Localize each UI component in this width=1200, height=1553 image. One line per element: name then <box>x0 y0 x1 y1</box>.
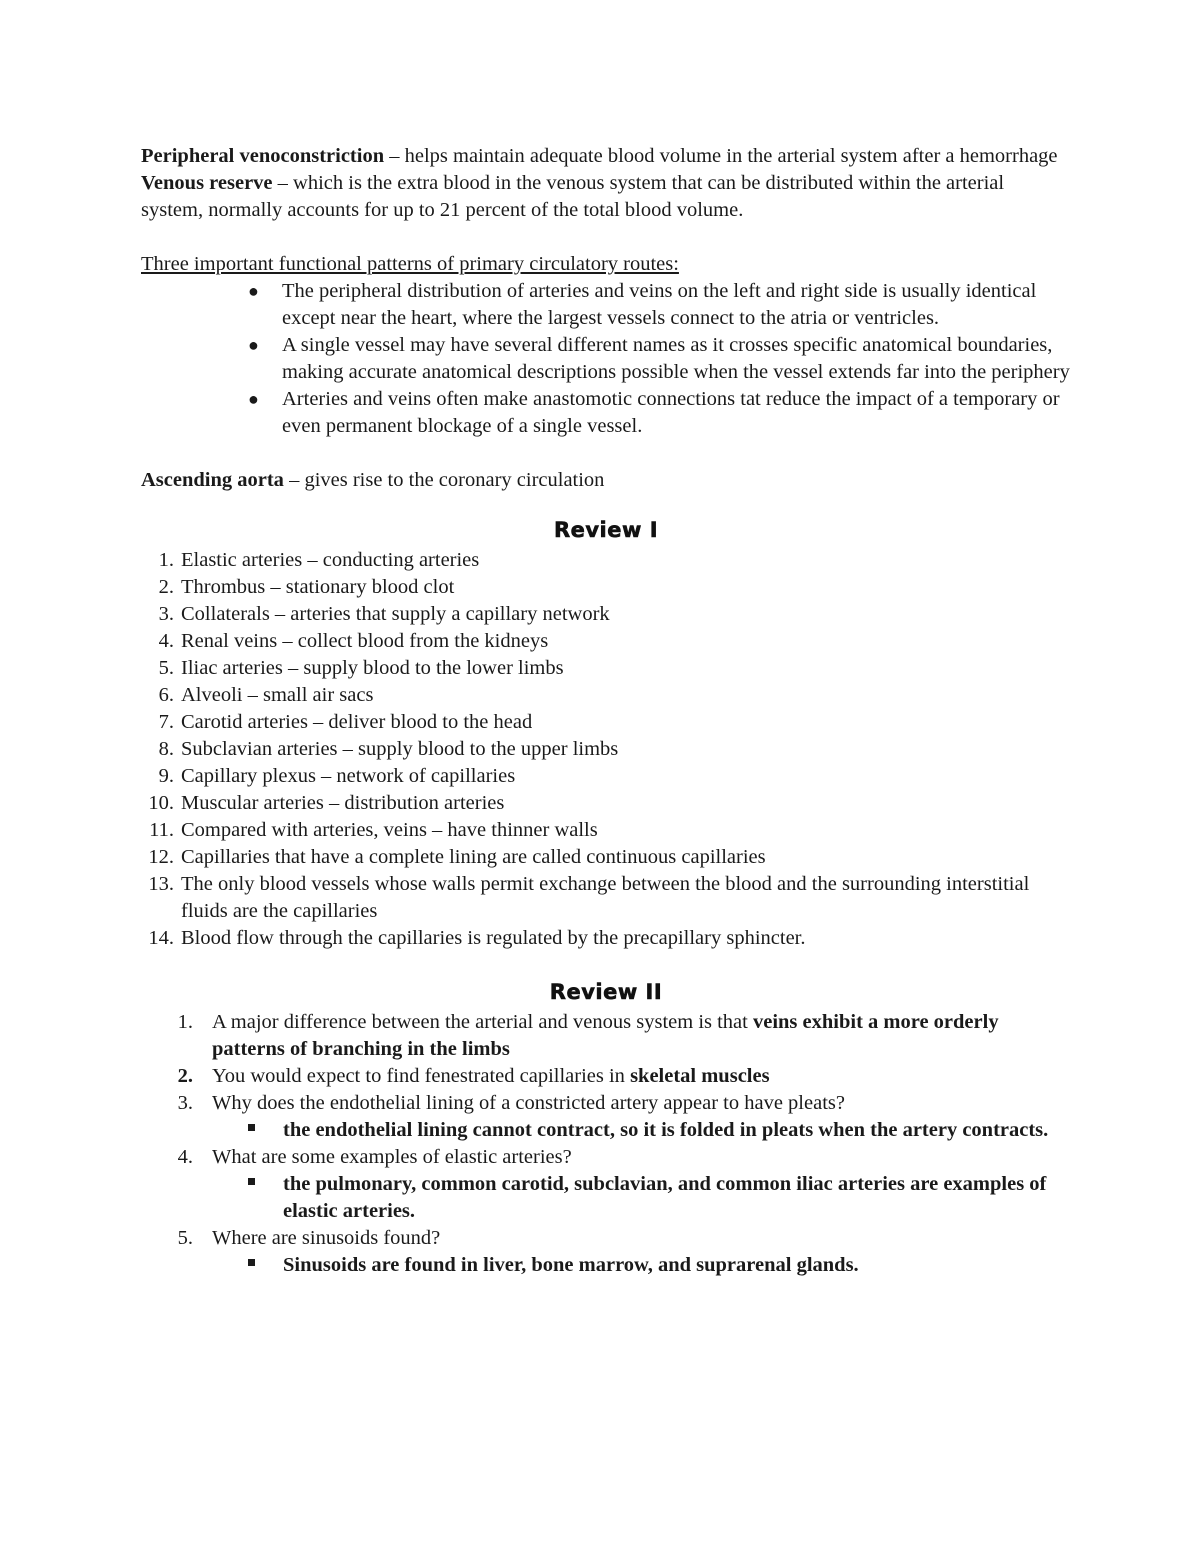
definition-peripheral-venoconstriction <box>141 143 1071 170</box>
answer-list <box>212 1171 1071 1225</box>
definition-text: – helps maintain adequate blood volume in the arterial system after a hemorrhage <box>384 145 1058 167</box>
definition-venous-reserve <box>141 170 1071 224</box>
review-ii-title: Review II <box>549 980 663 1004</box>
spacer <box>141 224 1071 251</box>
list-item: 11. Compared with arteries, veins – have thinner walls <box>149 819 598 841</box>
square-bullet-icon <box>248 1124 255 1131</box>
review-i-title: Review I <box>553 518 659 542</box>
list-item: 6. Alveoli – small air sacs <box>158 684 374 706</box>
list-item: 8. Subclavian arteries – supply blood to the upper limbs <box>158 738 619 760</box>
term: Ascending aorta <box>141 469 284 491</box>
spacer <box>141 440 1071 467</box>
bullet-icon: ● <box>248 335 259 355</box>
question-item: 4. What are some examples of elastic arteries? the pulmonary, common carotid, subclavian, and common iliac arteries are examples of elastic arteries. <box>141 1144 1071 1225</box>
bullet-icon: ● <box>248 281 259 301</box>
list-item: 9. Capillary plexus – network of capillaries <box>158 765 516 787</box>
square-bullet-icon <box>248 1178 255 1185</box>
patterns-list <box>141 278 1071 440</box>
list-item: 5. Iliac arteries – supply blood to the lower limbs <box>158 657 564 679</box>
question-item: 5. Where are sinusoids found? Sinusoids are found in liver, bone marrow, and suprarenal glands. <box>141 1225 1071 1279</box>
question-item: 3. Why does the endothelial lining of a constricted artery appear to have pleats? the endothelial lining cannot contract, so it is folded in pleats when the artery contracts. <box>141 1090 1071 1144</box>
list-item: 2. Thrombus – stationary blood clot <box>158 576 455 598</box>
answer-item: the pulmonary, common carotid, subclavian, and common iliac arteries are examples of elastic arteries. <box>212 1171 1071 1225</box>
list-item: ● A single vessel may have several different names as it crosses specific anatomical boundaries, making accurate anatomical descriptions possible when the vessel extends far into the periphery <box>248 334 1070 383</box>
bullet-icon: ● <box>248 389 259 409</box>
term: Venous reserve <box>141 172 273 194</box>
list-item: 7. Carotid arteries – deliver blood to the head <box>158 711 533 733</box>
list-item: 3. Collaterals – arteries that supply a capillary network <box>158 603 610 625</box>
list-item: 1. Elastic arteries – conducting arteries <box>158 549 480 571</box>
document-page <box>141 143 1071 1279</box>
definition-text: – gives rise to the coronary circulation <box>283 469 605 491</box>
list-item: 13. The only blood vessels whose walls permit exchange between the blood and the surrounding interstitial fluids are the capillaries <box>148 873 1030 922</box>
review-i-list <box>141 547 1071 952</box>
answer-item: the endothelial lining cannot contract, so it is folded in pleats when the artery contracts. <box>212 1117 1071 1144</box>
answer-list <box>212 1117 1071 1144</box>
list-item: 10. Muscular arteries – distribution arteries <box>148 792 505 814</box>
spacer <box>141 494 1071 514</box>
list-item: 4. Renal veins – collect blood from the kidneys <box>158 630 549 652</box>
spacer <box>141 952 1071 976</box>
answer-list <box>212 1252 1071 1279</box>
list-item: 12. Capillaries that have a complete lining are called continuous capillaries <box>148 846 766 868</box>
definition-text: – which is the extra blood in the venous system that can be distributed within the arterial system, normally accounts for up to 21 percent of the total blood volume. <box>141 172 1005 221</box>
question-item: 1. A major difference between the arterial and venous system is that veins exhibit a more orderly patterns of branching in the limbs <box>177 1011 999 1060</box>
definition-ascending-aorta <box>141 467 1071 494</box>
list-item: ● The peripheral distribution of arteries and veins on the left and right side is usually identical except near the heart, where the largest vessels connect to the atria or ventricles. <box>248 280 1037 329</box>
review-ii-list <box>141 1009 1071 1279</box>
question-item: 2. You would expect to find fenestrated capillaries in skeletal muscles <box>177 1065 770 1087</box>
answer-item: Sinusoids are found in liver, bone marrow, and suprarenal glands. <box>212 1252 1071 1279</box>
list-item: ● Arteries and veins often make anastomotic connections tat reduce the impact of a temporary or even permanent blockage of a single vessel. <box>248 388 1060 437</box>
patterns-heading: Three important functional patterns of primary circulatory routes: <box>141 253 679 275</box>
list-item: 14. Blood flow through the capillaries is regulated by the precapillary sphincter. <box>148 927 806 949</box>
square-bullet-icon <box>248 1259 255 1266</box>
term: Peripheral venoconstriction <box>141 145 385 167</box>
